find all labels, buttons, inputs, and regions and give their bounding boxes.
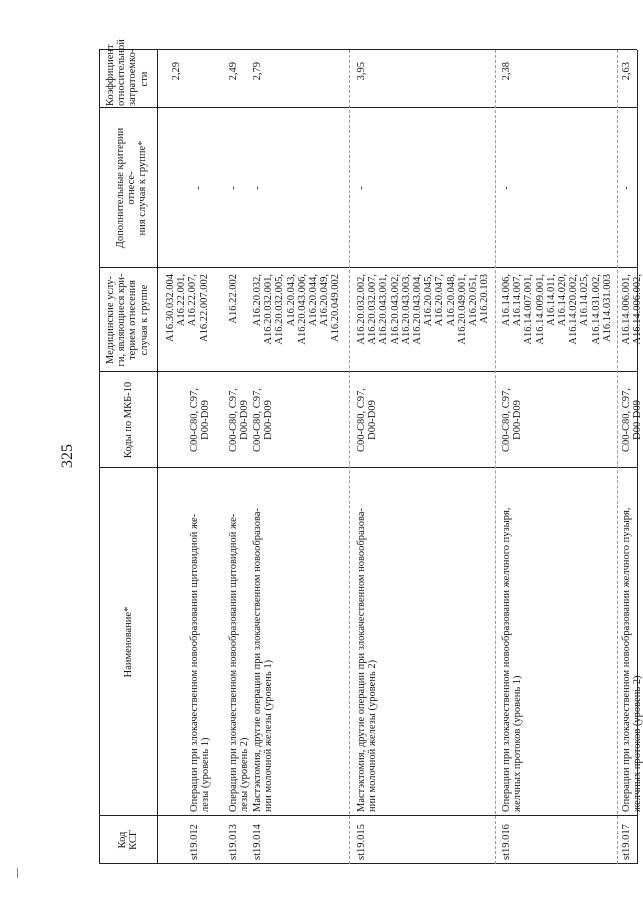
row-code: st19.014 [252,824,263,860]
row-coef: 2,79 [252,62,263,81]
row-separator [495,50,496,864]
row-coef: 3,95 [356,62,367,81]
row-code: st19.017 [621,824,632,860]
row-code: st19.013 [228,824,239,860]
row-services: A16.14.006.001, A16.14.006.002, [621,274,643,345]
table-frame [99,39,643,864]
row-separator [349,50,350,864]
margin-mark: — [12,868,23,878]
row-name: Мастэктомия, другие операции при злокачественном новообразова- нии молочной железы (уровень 2) [356,508,379,812]
table-left-rule [99,863,637,864]
header-services: Медицинские услу- ги, являющиеся кри- терием отнесения случая к группе [105,273,150,367]
row-coef: 2,63 [621,62,632,81]
row-mkb: C00-C80, C97, D00-D09 [356,388,379,452]
row-criteria: - [193,186,204,190]
table-top-rule [99,50,100,864]
rotated-table [99,39,643,864]
row-services: A16.22.002 [228,274,239,324]
row-name: Операции при злокачественном новообразовании желчного пузыря, желчных протоков (уровень 1) [501,507,524,812]
row-services: A16.30.032.004 A16.22.001, A16.22.007, A16.22.007.002 [165,274,210,342]
col-divider-1 [99,815,637,816]
col-divider-5 [99,107,637,108]
table-right-rule [99,49,637,50]
row-coef: 2,29 [171,62,182,81]
row-mkb: C00-C80, C97, D00-D09 [189,388,212,452]
header-mkb: Коды по МКБ-10 [123,381,134,459]
header-bottom-rule [157,50,158,864]
row-code: st19.015 [356,824,367,860]
row-code: st19.016 [501,824,512,860]
row-mkb: C00-C80, C97, D00-D09 [621,388,643,452]
header-code: Код КСГ [117,830,140,850]
row-name: Операции при злокачественном новообразовании щитовидной же- лезы (уровень 2) [228,513,251,812]
row-services: A16.20.032, A16.20.032.001, A16.20.032.005, A16.20.043, A16.20.043.006, A16.20.044, A16.20.049, A16.20.049.002 [252,274,342,345]
row-name: Мастэктомия, другие операции при злокачественном новообразова- нии молочной железы (уровень 1) [252,508,275,812]
col-divider-4 [99,267,637,268]
col-divider-3 [99,371,637,372]
row-separator [617,50,618,864]
row-code: st19.012 [189,824,200,860]
row-services: A16.20.032.002, A16.20.032.007, A16.20.043.001, A16.20.043.002, A16.20.043.003, A16.20.043.004, A16.20.045, A16.20.047, A16.20.048, A16.20.049.001, A16.20.051, A16.20.103 [356,274,491,345]
row-criteria: - [621,186,632,190]
row-mkb: C00-C80, C97, D00-D09 [501,388,524,452]
row-services: A16.14.006, A16.14.007, A16.14.007.001, A16.14.009.001, A16.14.011, A16.14.020, A16.14.020.002, A16.14.025, A16.14.031.002, A16.14.031.003 [501,274,613,345]
row-mkb: C00-C80, C97, D00-D09 [228,388,251,452]
row-mkb: C00-C80, C97, D00-D09 [252,388,275,452]
row-coef: 2,38 [501,62,512,81]
row-name: Операции при злокачественном новообразовании щитовидной же- лезы (уровень 1) [189,513,212,812]
header-criteria: Дополнительные критерии отнесе- ния случая к группе* [115,127,149,249]
row-criteria: - [501,186,512,190]
header-coef: Коэффициент относительной затратоемко- сти [105,39,150,106]
row-name: Операции при злокачественном новообразовании желчного пузыря, желчных протоков (уровень 2) [621,507,643,812]
row-criteria: - [228,186,239,190]
row-criteria: - [252,186,263,190]
row-criteria: - [356,186,367,190]
header-name: Наименование* [123,606,134,678]
row-coef: 2,49 [228,62,239,81]
col-divider-2 [99,467,637,468]
page-number: 325 [59,444,76,468]
